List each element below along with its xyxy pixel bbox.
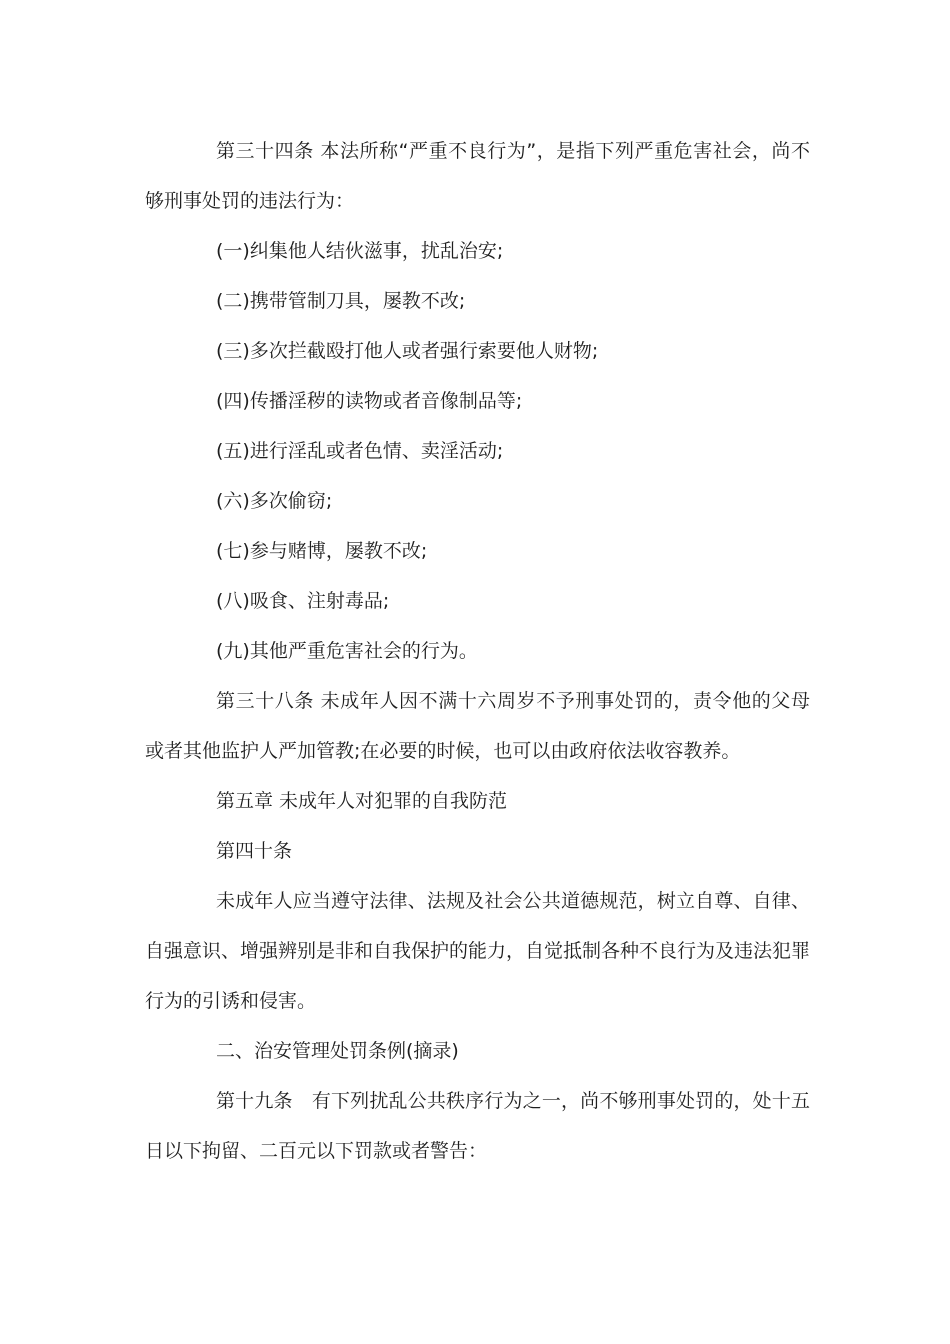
article-19: 第十九条 有下列扰乱公共秩序行为之一，尚不够刑事处罚的，处十五日以下拘留、二百元以下罚款或者警告： <box>145 1090 810 1162</box>
list-item-2: (二)携带管制刀具，屡教不改; <box>216 290 466 312</box>
article-38: 第三十八条 未成年人因不满十六周岁不予刑事处罚的，责令他的父母或者其他监护人严加管教;在必要的时候，也可以由政府依法收容教养。 <box>145 690 810 762</box>
list-item-8: (八)吸食、注射毒品; <box>216 590 390 612</box>
list-item-1: (一)纠集他人结伙滋事，扰乱治安; <box>216 240 504 262</box>
list-item-5: (五)进行淫乱或者色情、卖淫活动; <box>216 440 504 462</box>
list-item-9: (九)其他严重危害社会的行为。 <box>216 640 478 662</box>
chapter-5-heading: 第五章 未成年人对犯罪的自我防范 <box>216 790 508 812</box>
list-item-3: (三)多次拦截殴打他人或者强行索要他人财物; <box>216 340 599 362</box>
list-item-6: (六)多次偷窃; <box>216 490 333 512</box>
document-body <box>145 126 810 1176</box>
article-40-heading: 第四十条 <box>216 840 293 862</box>
section-2-heading: 二、治安管理处罚条例(摘录) <box>216 1040 459 1062</box>
article-40-body: 未成年人应当遵守法律、法规及社会公共道德规范，树立自尊、自律、自强意识、增强辨别是非和自我保护的能力，自觉抵制各种不良行为及违法犯罪行为的引诱和侵害。 <box>145 890 811 1012</box>
list-item-7: (七)参与赌博，屡教不改; <box>216 540 428 562</box>
article-34-definition: 第三十四条 本法所称“严重不良行为”，是指下列严重危害社会，尚不够刑事处罚的违法行为： <box>145 140 810 212</box>
list-item-4: (四)传播淫秽的读物或者音像制品等; <box>216 390 523 412</box>
